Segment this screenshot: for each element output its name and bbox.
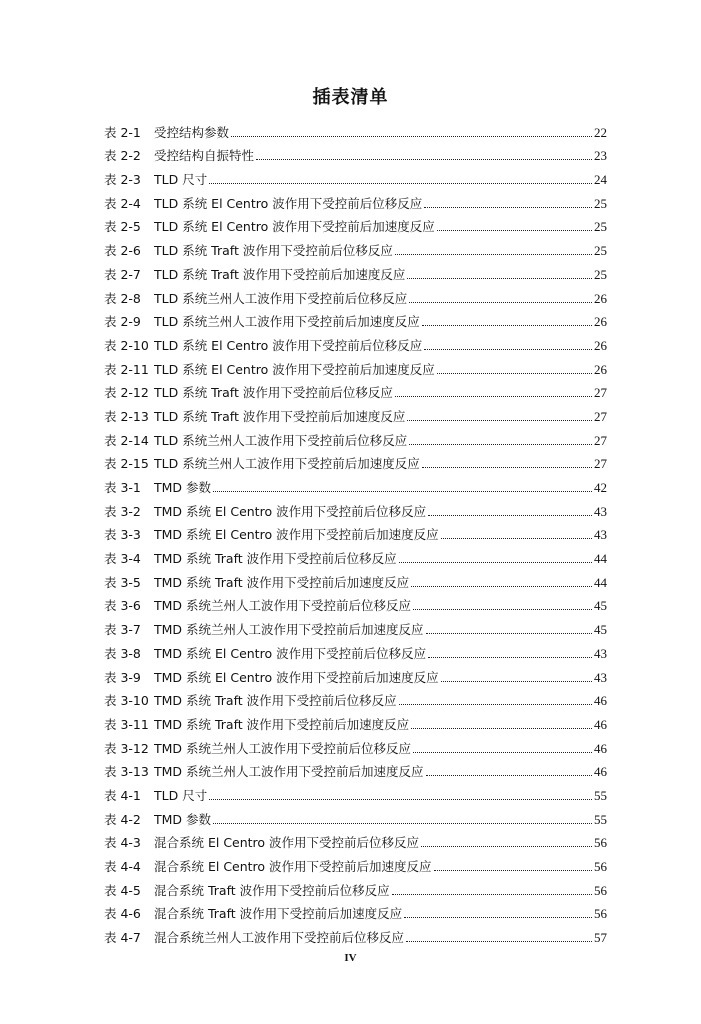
dot-leader (422, 467, 592, 468)
dot-leader (411, 586, 592, 587)
page-number: 45 (594, 622, 607, 638)
list-item[interactable] (104, 662, 607, 686)
table-number: 表 3-9 (104, 669, 141, 685)
list-item[interactable] (104, 828, 607, 852)
table-list (104, 117, 607, 946)
table-caption: 受控结构自振特性 (154, 148, 255, 164)
page-number: 22 (594, 124, 607, 140)
table-caption: TLD 系统 Traft 波作用下受控前后加速度反应 (154, 266, 406, 282)
page-number: 26 (594, 361, 607, 377)
dot-leader (231, 136, 592, 137)
list-item[interactable] (104, 686, 607, 710)
page-number: 56 (594, 882, 607, 898)
dot-leader (424, 349, 592, 350)
table-number: 表 4-1 (104, 787, 141, 803)
dot-leader (441, 681, 592, 682)
dot-leader (409, 444, 592, 445)
table-caption: TMD 系统 Traft 波作用下受控前后加速度反应 (154, 716, 410, 732)
table-caption: 混合系统 El Centro 波作用下受控前后位移反应 (154, 835, 420, 851)
list-item[interactable] (104, 188, 607, 212)
table-caption: TMD 系统 El Centro 波作用下受控前后位移反应 (154, 503, 427, 519)
page-number: 26 (594, 290, 607, 306)
dot-leader (256, 159, 592, 160)
list-item[interactable] (104, 425, 607, 449)
page-number: 46 (594, 693, 607, 709)
list-item[interactable] (104, 141, 607, 165)
page-number: 57 (594, 930, 607, 946)
page-title: 插表清单 (312, 87, 389, 108)
dot-leader (399, 562, 592, 563)
page-number: 46 (594, 740, 607, 756)
table-number: 表 2-5 (104, 219, 141, 235)
list-item[interactable] (104, 259, 607, 283)
table-number: 表 3-12 (104, 740, 149, 756)
page-number: 45 (594, 598, 607, 614)
table-number: 表 3-5 (104, 574, 141, 590)
list-item[interactable] (104, 235, 607, 259)
table-number: 表 3-10 (104, 693, 149, 709)
page-number: 43 (594, 503, 607, 519)
page-number: 25 (594, 243, 607, 259)
page-number: 25 (594, 195, 607, 211)
page-number: 26 (594, 337, 607, 353)
page-number: 27 (594, 408, 607, 424)
list-item[interactable] (104, 851, 607, 875)
table-number: 表 3-11 (104, 716, 149, 732)
list-item[interactable] (104, 733, 607, 757)
dot-leader (428, 657, 592, 658)
dot-leader (407, 420, 592, 421)
table-number: 表 2-6 (104, 243, 141, 259)
dot-leader (422, 325, 592, 326)
dot-leader (409, 302, 592, 303)
table-caption: TLD 系统 Traft 波作用下受控前后位移反应 (154, 243, 393, 259)
table-number: 表 2-14 (104, 432, 149, 448)
page-number: 23 (594, 148, 607, 164)
table-caption: 混合系统兰州人工波作用下受控前后位移反应 (154, 930, 405, 946)
page-number: 42 (594, 480, 607, 495)
table-number: 表 4-4 (104, 859, 141, 874)
list-item[interactable] (104, 614, 607, 638)
table-number: 表 2-9 (104, 314, 141, 330)
list-item[interactable] (104, 567, 607, 591)
dot-leader (404, 917, 592, 918)
page-number: 43 (594, 669, 607, 685)
table-number: 表 3-4 (104, 551, 141, 567)
dot-leader (413, 609, 592, 610)
table-caption: 混合系统 El Centro 波作用下受控前后加速度反应 (154, 859, 432, 874)
table-number: 表 2-2 (104, 148, 141, 164)
table-number: 表 2-4 (104, 195, 141, 211)
dot-leader (437, 230, 592, 231)
table-number: 表 4-3 (104, 835, 141, 851)
list-item[interactable] (104, 117, 607, 141)
table-number: 表 4-7 (104, 930, 141, 946)
page-number: 56 (594, 835, 607, 851)
dot-leader (392, 894, 592, 895)
table-number: 表 2-8 (104, 290, 141, 306)
dot-leader (426, 633, 592, 634)
table-number: 表 3-7 (104, 622, 141, 638)
table-caption: TLD 系统 Traft 波作用下受控前后加速度反应 (154, 408, 406, 424)
table-caption: TLD 尺寸 (154, 787, 208, 803)
dot-leader (395, 396, 592, 397)
table-number: 表 3-6 (104, 598, 141, 614)
list-item[interactable] (104, 709, 607, 733)
list-item[interactable] (104, 899, 607, 923)
list-item[interactable] (104, 496, 607, 520)
page-number: 56 (594, 906, 607, 922)
dot-leader (209, 799, 592, 800)
table-caption: TMD 系统 El Centro 波作用下受控前后位移反应 (154, 645, 427, 661)
list-item[interactable] (104, 591, 607, 615)
table-caption: TMD 系统兰州人工波作用下受控前后加速度反应 (154, 764, 424, 780)
page-number: 55 (594, 811, 607, 827)
list-item[interactable] (104, 354, 607, 378)
table-caption: TLD 系统兰州人工波作用下受控前后加速度反应 (154, 456, 420, 472)
dot-leader (413, 752, 592, 753)
dot-leader (424, 207, 592, 208)
table-number: 表 4-6 (104, 906, 141, 922)
dot-leader (437, 373, 592, 374)
table-caption: TMD 参数 (154, 480, 212, 495)
page-number: 24 (594, 172, 607, 188)
table-number: 表 2-11 (104, 361, 149, 377)
dot-leader (213, 823, 592, 824)
list-item[interactable] (104, 378, 607, 402)
table-caption: 受控结构参数 (154, 124, 230, 140)
page-number: 25 (594, 219, 607, 235)
page-number: 44 (594, 574, 607, 590)
table-caption: TLD 系统 El Centro 波作用下受控前后加速度反应 (154, 219, 435, 235)
dot-leader (434, 870, 592, 871)
page-number: 43 (594, 645, 607, 661)
table-number: 表 3-3 (104, 527, 141, 543)
list-item[interactable] (104, 638, 607, 662)
table-caption: TMD 系统兰州人工波作用下受控前后位移反应 (154, 598, 412, 614)
table-caption: TLD 系统兰州人工波作用下受控前后加速度反应 (154, 314, 420, 330)
page-number: 27 (594, 432, 607, 448)
table-caption: TMD 系统兰州人工波作用下受控前后位移反应 (154, 740, 412, 756)
page-number: 55 (594, 787, 607, 803)
table-number: 表 3-2 (104, 503, 141, 519)
list-item[interactable] (104, 283, 607, 307)
page-number: 27 (594, 385, 607, 401)
page-number: 56 (594, 859, 607, 874)
table-number: 表 2-3 (104, 172, 141, 188)
list-item[interactable] (104, 520, 607, 544)
list-item[interactable] (104, 757, 607, 781)
page-number: 43 (594, 527, 607, 543)
page-number: 27 (594, 456, 607, 472)
table-caption: 混合系统 Traft 波作用下受控前后加速度反应 (154, 906, 403, 922)
table-caption: TLD 系统兰州人工波作用下受控前后位移反应 (154, 290, 408, 306)
table-number: 表 3-13 (104, 764, 149, 780)
table-number: 表 3-8 (104, 645, 141, 661)
table-caption: TLD 系统 Traft 波作用下受控前后位移反应 (154, 385, 393, 401)
dot-leader (407, 278, 592, 279)
page-number: 46 (594, 764, 607, 780)
dot-leader (421, 846, 592, 847)
list-item[interactable] (104, 212, 607, 236)
page-number: 44 (594, 551, 607, 567)
table-number: 表 2-10 (104, 337, 149, 353)
table-number: 表 2-12 (104, 385, 149, 401)
dot-leader (428, 515, 592, 516)
dot-leader (406, 941, 592, 942)
table-number: 表 2-13 (104, 408, 149, 424)
page-number: 26 (594, 314, 607, 330)
table-caption: TLD 系统 El Centro 波作用下受控前后位移反应 (154, 195, 423, 211)
list-item[interactable] (104, 804, 607, 828)
list-item[interactable] (104, 780, 607, 804)
table-caption: TMD 系统 Traft 波作用下受控前后位移反应 (154, 693, 397, 709)
dot-leader (209, 183, 592, 184)
dot-leader (395, 254, 592, 255)
table-caption: 混合系统 Traft 波作用下受控前后位移反应 (154, 882, 390, 898)
table-number: 表 2-7 (104, 266, 141, 282)
list-item[interactable] (104, 401, 607, 425)
table-caption: TMD 系统兰州人工波作用下受控前后加速度反应 (154, 622, 424, 638)
table-caption: TMD 系统 El Centro 波作用下受控前后加速度反应 (154, 527, 439, 543)
list-item[interactable] (104, 472, 607, 496)
list-item[interactable] (104, 543, 607, 567)
table-caption: TLD 尺寸 (154, 172, 208, 188)
table-caption: TLD 系统 El Centro 波作用下受控前后位移反应 (154, 337, 423, 353)
page-number: 46 (594, 716, 607, 732)
dot-leader (411, 728, 592, 729)
table-number: 表 2-1 (104, 124, 141, 140)
list-item[interactable] (104, 875, 607, 899)
table-caption: TMD 系统 Traft 波作用下受控前后加速度反应 (154, 574, 410, 590)
table-caption: TLD 系统 El Centro 波作用下受控前后加速度反应 (154, 361, 435, 377)
table-caption: TMD 系统 Traft 波作用下受控前后位移反应 (154, 551, 397, 567)
dot-leader (213, 491, 592, 492)
table-caption: TLD 系统兰州人工波作用下受控前后位移反应 (154, 432, 408, 448)
page-number: 25 (594, 266, 607, 282)
table-number: 表 2-15 (104, 456, 149, 472)
list-item[interactable] (104, 164, 607, 188)
page-number-footer: IV (344, 952, 357, 964)
dot-leader (399, 704, 592, 705)
list-item[interactable] (104, 330, 607, 354)
dot-leader (441, 538, 592, 539)
table-caption: TMD 系统 El Centro 波作用下受控前后加速度反应 (154, 669, 439, 685)
table-number: 表 4-2 (104, 811, 141, 827)
list-item[interactable] (104, 449, 607, 473)
list-item[interactable] (104, 307, 607, 331)
list-item[interactable] (104, 922, 607, 946)
table-number: 表 4-5 (104, 882, 141, 898)
table-number: 表 3-1 (104, 480, 141, 495)
table-caption: TMD 参数 (154, 811, 212, 827)
dot-leader (426, 775, 592, 776)
